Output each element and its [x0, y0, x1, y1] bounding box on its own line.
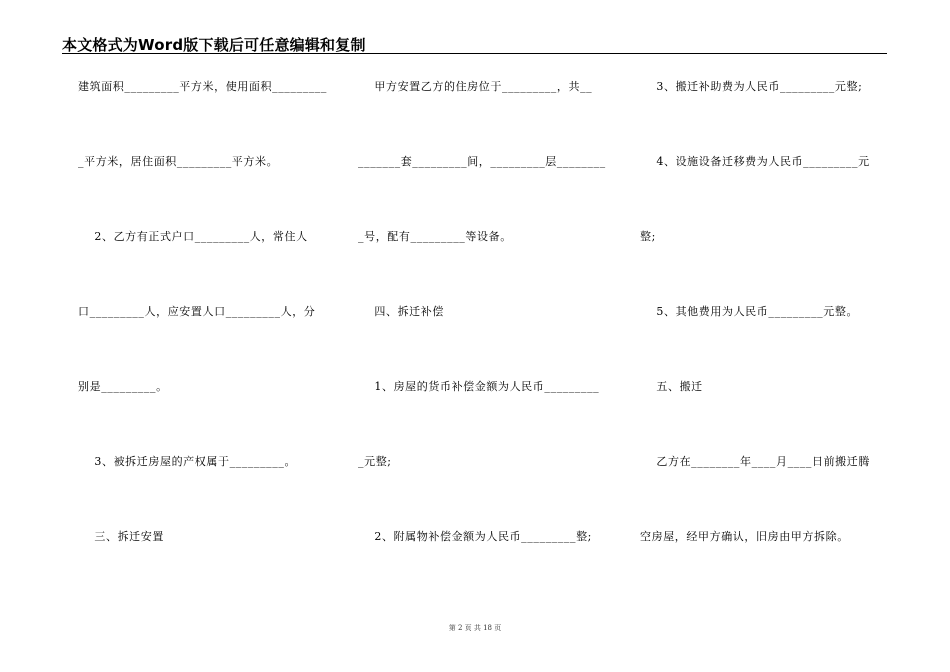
text-line: 3、搬迁补助费为人民币_________元整; [640, 80, 863, 93]
text-line: _平方米，居住面积_________平方米。 [78, 155, 279, 168]
text-line: 乙方在________年____月____日前搬迁腾 [640, 455, 870, 468]
text-line: 1、房屋的货币补偿金额为人民币_________ [358, 380, 600, 393]
text-line: 整; [640, 230, 656, 243]
text-line: 甲方安置乙方的住房位于_________，共__ [358, 80, 593, 93]
text-line: 3、被拆迁房屋的产权属于_________。 [78, 455, 297, 468]
text-line: 2、附属物补偿金额为人民币_________整; [358, 530, 592, 543]
text-line: 三、拆迁安置 [78, 530, 164, 543]
text-line: 建筑面积_________平方米，使用面积_________ [78, 80, 327, 93]
text-line: 5、其他费用为人民币_________元整。 [640, 305, 859, 318]
text-line: 口_________人，应安置人口_________人，分 [78, 305, 316, 318]
text-line: 五、搬迁 [640, 380, 703, 393]
text-line: _______套_________间，_________层________ [358, 155, 606, 168]
header-divider [62, 53, 887, 54]
page-number: 第 2 页 共 18 页 [448, 624, 502, 632]
text-line: 2、乙方有正式户口_________人，常住人 [78, 230, 308, 243]
text-line: 别是_________。 [78, 380, 168, 393]
text-line: _号，配有_________等设备。 [358, 230, 512, 243]
text-line: 四、拆迁补偿 [358, 305, 444, 318]
document-header-title: 本文格式为Word版下载后可任意编辑和复制 [62, 36, 366, 54]
text-line: 4、设施设备迁移费为人民币_________元 [640, 155, 870, 168]
text-line: _元整; [358, 455, 392, 468]
text-line: 空房屋，经甲方确认，旧房由甲方拆除。 [640, 530, 849, 543]
